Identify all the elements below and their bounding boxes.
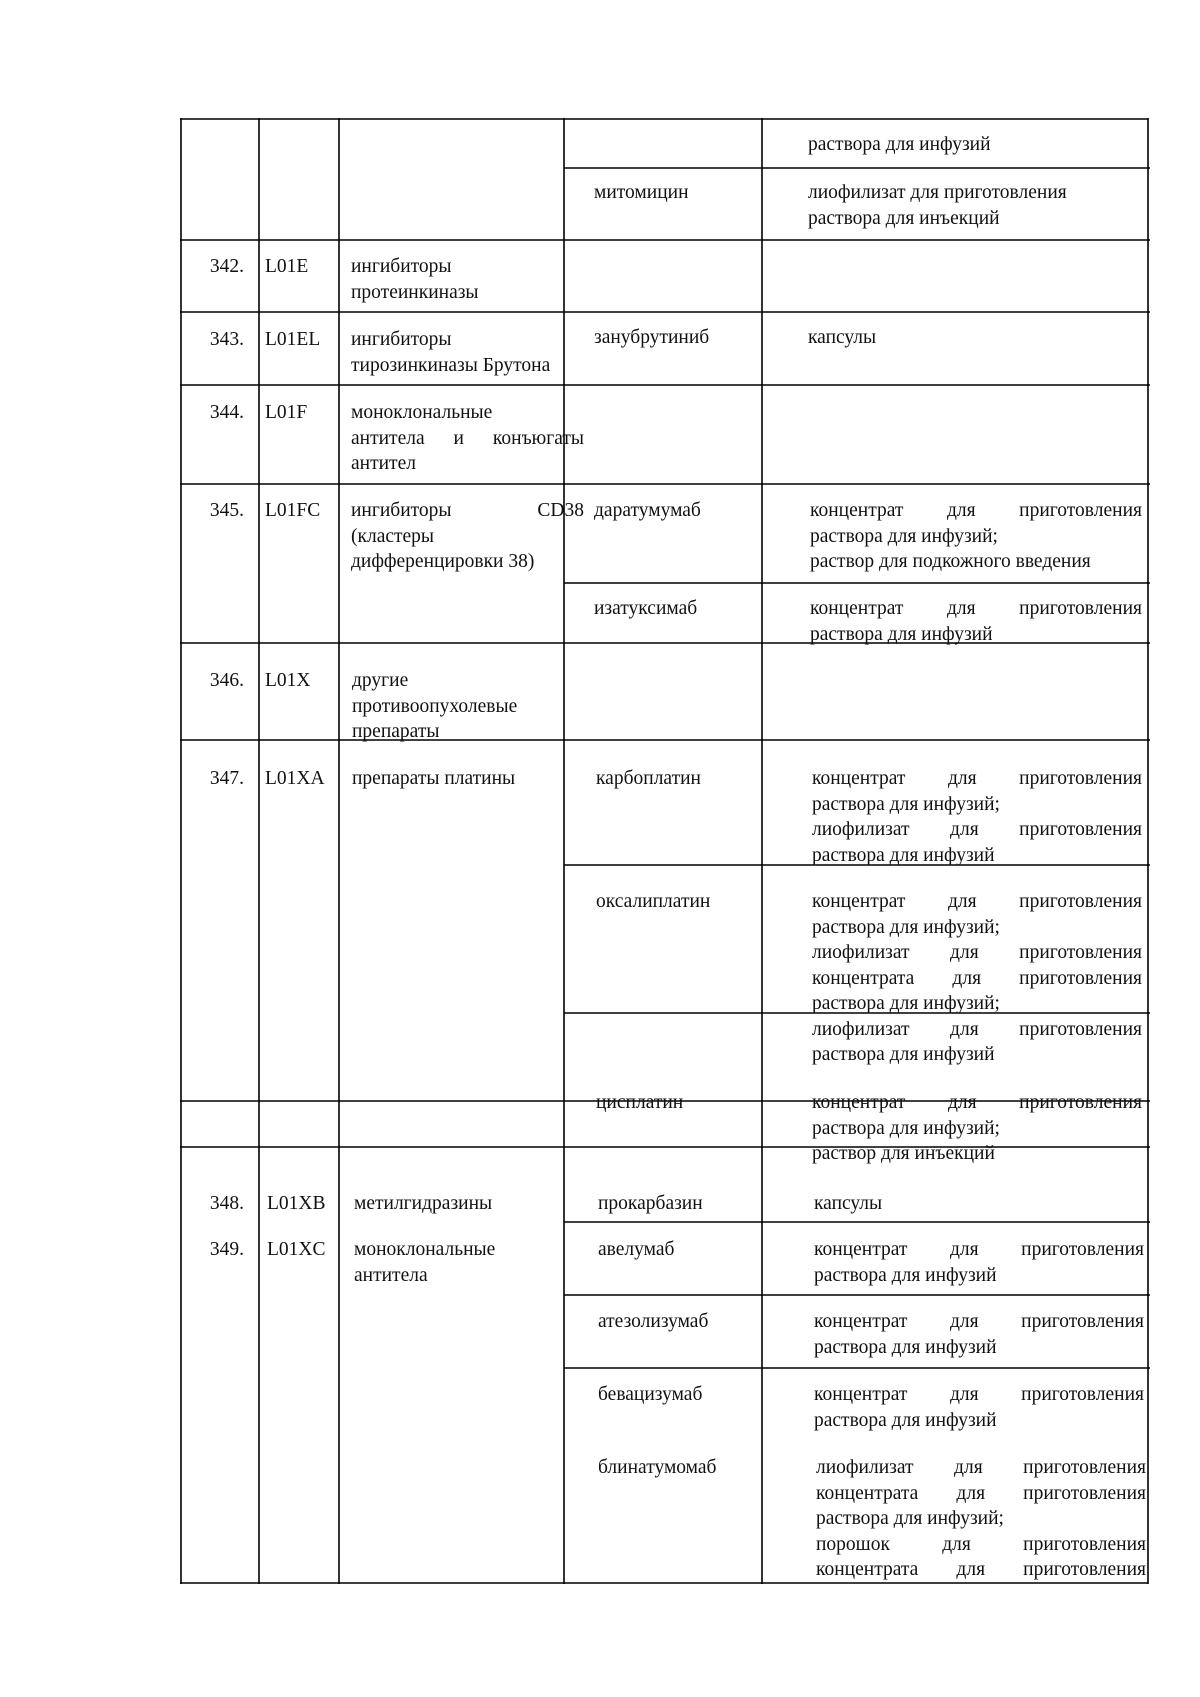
dosage-form-line: концентрата для приготовления [816, 1559, 1146, 1580]
dosage-form-line: лиофилизат для приготовления [812, 819, 1142, 840]
row-number: 349. [209, 1239, 244, 1260]
dosage-form-line: концентрата для приготовления [816, 1482, 1146, 1504]
dosage-form-line: раствора для инфузий; [816, 1508, 1004, 1529]
row-number: 342. [209, 256, 244, 277]
dosage-form-line: раствора для инъекций [808, 207, 1000, 229]
group-name-line: ингибиторы [351, 329, 452, 350]
dosage-form-line: лиофилизат для приготовления [812, 1018, 1142, 1040]
drug-name-cell [596, 766, 786, 792]
group-name-cell [351, 254, 584, 305]
dosage-form-cell [814, 1382, 1144, 1433]
dosage-form-line: раствора для инфузий [812, 844, 995, 866]
dosage-form-line: раствора для инфузий; [812, 916, 1000, 938]
dosage-form-line: концентрат для приготовления [814, 1311, 1144, 1332]
group-name-cell [351, 400, 584, 477]
dosage-form-cell [810, 498, 1142, 575]
group-name-line: моноклональные [351, 402, 493, 423]
group-name-line: моноклональные [354, 1239, 496, 1260]
dosage-form-cell [812, 889, 1142, 1068]
dosage-form-cell [810, 596, 1142, 647]
dosage-form-line: раствора для инфузий [814, 1409, 997, 1431]
dosage-form-line: концентрат для приготовления [812, 891, 1142, 912]
dosage-form-line: капсулы [814, 1193, 883, 1214]
atc-code: L01XC [267, 1239, 326, 1260]
dosage-form-cell [808, 180, 1140, 231]
row-number: 346. [209, 670, 244, 691]
dosage-form-line: раствора для инфузий [814, 1336, 997, 1358]
group-name-line: противоопухолевые [352, 695, 518, 717]
dosage-form-line: концентрат для приготовления [810, 500, 1142, 521]
group-name-line: (кластеры [351, 525, 435, 547]
row-number: 343. [209, 329, 244, 350]
dosage-form-line: концентрат для приготовления [814, 1239, 1144, 1260]
drug-name: занубрутиниб [594, 327, 710, 348]
dosage-form-line: раствора для инфузий [812, 1044, 995, 1065]
drug-name: прокарбазин [598, 1193, 703, 1214]
group-name-cell [351, 498, 584, 575]
drug-name-cell [598, 1382, 788, 1408]
atc-code: L01XA [265, 768, 325, 789]
group-name-cell [352, 668, 585, 745]
dosage-form-cell [812, 766, 1142, 868]
drug-name-cell [594, 596, 784, 622]
dosage-form-line: раствор для инъекций [812, 1143, 995, 1164]
dosage-form-cell [808, 132, 1140, 158]
dosage-form-cell [816, 1455, 1146, 1583]
dosage-form-line: лиофилизат для приготовления [816, 1457, 1146, 1478]
dosage-form-line: лиофилизат для приготовления [808, 182, 1067, 203]
group-name-line: ингибиторы CD38 [351, 500, 584, 521]
dosage-form-line: капсулы [808, 327, 877, 348]
group-name-line: протеинкиназы [351, 281, 479, 303]
atc-code: L01F [265, 402, 308, 423]
group-name-cell [352, 766, 585, 792]
group-name-line: другие [352, 670, 409, 691]
dosage-form-cell [808, 325, 1140, 351]
drug-name: авелумаб [598, 1239, 675, 1260]
dosage-form-cell [812, 1090, 1142, 1167]
group-name-line: тирозинкиназы Брутона [351, 354, 551, 376]
dosage-form-line: раствора для инфузий [814, 1264, 997, 1286]
dosage-form-line: порошок для приготовления [816, 1533, 1146, 1555]
group-name-line: антител [351, 453, 416, 474]
group-name-line: ингибиторы [351, 256, 452, 277]
drug-name-cell [598, 1237, 788, 1263]
drug-name: изатуксимаб [594, 598, 698, 619]
group-name-line: антитела и конъюгаты [351, 427, 584, 449]
group-name-cell [354, 1237, 587, 1288]
row-number: 345. [209, 500, 244, 521]
drug-name: даратумумаб [594, 500, 701, 521]
group-name-line: антитела [354, 1264, 428, 1286]
drug-name: карбоплатин [596, 768, 701, 789]
drug-name: бевацизумаб [598, 1384, 703, 1405]
dosage-form-cell [814, 1237, 1144, 1288]
group-name-line: метилгидразины [354, 1193, 493, 1214]
drug-name: блинатумомаб [598, 1457, 717, 1478]
dosage-form-cell [814, 1191, 1144, 1217]
drug-name: атезолизумаб [598, 1311, 709, 1332]
group-name-cell [354, 1191, 587, 1217]
drug-name-cell [598, 1455, 788, 1481]
dosage-form-line: концентрат для приготовления [812, 768, 1142, 789]
row-number: 344. [209, 402, 244, 423]
group-name-line: препараты платины [352, 768, 516, 789]
dosage-form-line: концентрата для приготовления [812, 967, 1142, 989]
drug-name-cell [594, 498, 784, 524]
dosage-form-cell [814, 1309, 1144, 1360]
dosage-form-line: раствора для инфузий; [810, 525, 998, 547]
group-name-line: препараты [352, 721, 440, 742]
drug-name: оксалиплатин [596, 891, 711, 912]
dosage-form-line: концентрат для приготовления [812, 1092, 1142, 1113]
drug-name-cell [594, 325, 784, 351]
dosage-form-line: раствора для инфузий; [812, 1117, 1000, 1139]
row-number: 347. [209, 768, 244, 789]
drug-name-cell [596, 1090, 786, 1116]
atc-code: L01XB [267, 1193, 326, 1214]
dosage-form-line: раствора для инфузий [810, 623, 993, 645]
dosage-form-line: раствор для подкожного введения [810, 551, 1091, 572]
dosage-form-line: лиофилизат для приготовления [812, 942, 1142, 963]
atc-code: L01X [265, 670, 311, 691]
drug-name-cell [598, 1309, 788, 1335]
atc-code: L01FC [265, 500, 321, 521]
dosage-form-line: раствора для инфузий; [812, 993, 1000, 1014]
group-name-cell [351, 327, 584, 378]
atc-code: L01E [265, 256, 309, 277]
dosage-form-line: раствора для инфузий; [812, 793, 1000, 815]
drug-name-cell [598, 1191, 788, 1217]
atc-code: L01EL [265, 329, 321, 350]
drug-name-cell [594, 180, 784, 206]
drug-name: цисплатин [596, 1092, 684, 1113]
dosage-form-line: раствора для инфузий [808, 134, 991, 155]
group-name-line: дифференцировки 38) [351, 551, 535, 572]
dosage-form-line: концентрат для приготовления [814, 1384, 1144, 1405]
drug-name: митомицин [594, 182, 689, 203]
dosage-form-line: концентрат для приготовления [810, 598, 1142, 619]
row-number: 348. [209, 1193, 244, 1214]
drug-name-cell [596, 889, 786, 915]
